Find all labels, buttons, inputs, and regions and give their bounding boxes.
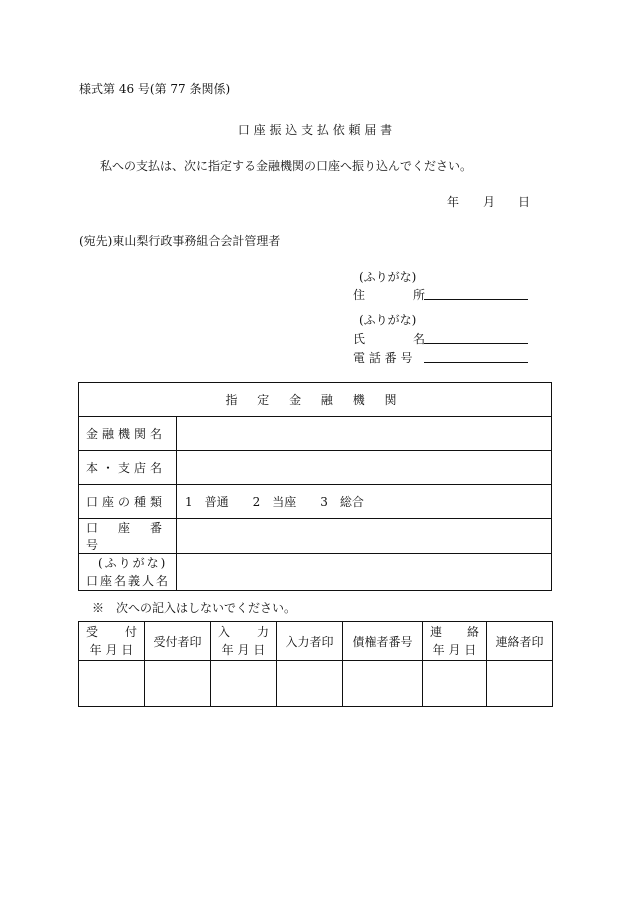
table-row xyxy=(79,554,552,591)
table-row xyxy=(79,661,553,707)
received-seal-header: 受付者印 xyxy=(145,622,211,661)
received-date-header xyxy=(79,622,145,661)
input-date-label: 年 月 日 xyxy=(221,643,266,657)
holder-label xyxy=(79,554,177,591)
contact-date-label: 年 月 日 xyxy=(432,643,477,657)
table-row xyxy=(79,451,552,485)
input-label-2: 力 xyxy=(256,625,269,639)
addressee: (宛先)東山梨行政事務組合会計管理者 xyxy=(79,234,281,248)
phone-label: 電 話 番 号 xyxy=(353,351,413,365)
contact-label: 連 xyxy=(430,625,443,639)
creditor-number-cell xyxy=(343,661,423,707)
creditor-number-header: 債権者番号 xyxy=(343,622,423,661)
contact-seal-header: 連絡者印 xyxy=(487,622,553,661)
account-number-field[interactable] xyxy=(177,519,552,554)
contact-label-2: 絡 xyxy=(466,625,479,639)
account-number-label: 口 座 番 号 xyxy=(79,519,177,554)
bank-name-field[interactable] xyxy=(177,417,552,451)
bank-table-header: 指 定 金 融 機 関 xyxy=(79,383,552,417)
request-text: 私への支払は、次に指定する金融機関の口座へ振り込んでください。 xyxy=(100,159,473,173)
table-row xyxy=(79,417,552,451)
contact-date-header xyxy=(423,622,487,661)
table-row xyxy=(79,622,553,661)
date-year-label: 年 xyxy=(447,195,460,209)
received-label-2: 付 xyxy=(124,625,137,639)
office-use-notice: ※ 次への記入はしないでください。 xyxy=(92,601,297,615)
account-type-options[interactable]: 1 普通 2 当座 3 総合 xyxy=(177,485,552,519)
holder-furigana-label: (ふりがな) xyxy=(98,556,168,570)
branch-field[interactable] xyxy=(177,451,552,485)
branch-label: 本・支店名 xyxy=(79,451,177,485)
date-day-label: 日 xyxy=(518,195,531,209)
holder-name-field[interactable] xyxy=(177,554,552,591)
contact-date-cell xyxy=(423,661,487,707)
address-label: 住 所 xyxy=(353,288,426,302)
address-furigana-label: (ふりがな) xyxy=(359,270,417,284)
input-seal-cell xyxy=(277,661,343,707)
name-label: 氏 名 xyxy=(353,332,426,346)
phone-field[interactable] xyxy=(424,350,528,363)
input-date-header xyxy=(211,622,277,661)
contact-seal-cell xyxy=(487,661,553,707)
account-type-label: 口座の種類 xyxy=(79,485,177,519)
table-row xyxy=(79,519,552,554)
form-number: 様式第 46 号(第 77 条関係) xyxy=(79,82,231,96)
name-field[interactable] xyxy=(424,331,528,344)
document-title: 口 座 振 込 支 払 依 頼 届 書 xyxy=(237,123,393,137)
address-field[interactable] xyxy=(424,287,528,300)
holder-name-label: 口座名義人名 xyxy=(86,574,171,588)
received-label: 受 xyxy=(86,625,99,639)
bank-name-label: 金融機関名 xyxy=(79,417,177,451)
date-month-label: 月 xyxy=(483,195,496,209)
received-date-cell xyxy=(79,661,145,707)
table-row xyxy=(79,485,552,519)
name-furigana-label: (ふりがな) xyxy=(359,313,417,327)
input-seal-header: 入力者印 xyxy=(277,622,343,661)
input-date-cell xyxy=(211,661,277,707)
input-label: 入 xyxy=(218,625,231,639)
received-date-label: 年 月 日 xyxy=(89,643,134,657)
office-use-table xyxy=(78,621,553,707)
received-seal-cell xyxy=(145,661,211,707)
bank-table xyxy=(78,382,552,591)
